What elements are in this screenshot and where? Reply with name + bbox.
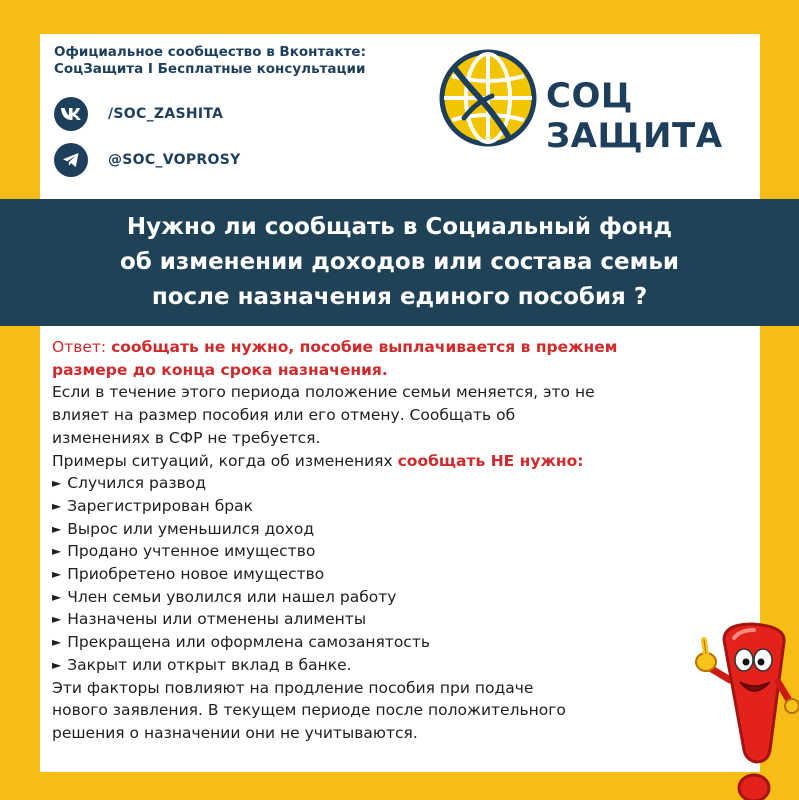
logo-line-2: ЗАЩИТА: [546, 116, 723, 156]
bullet-icon: ►: [52, 521, 62, 536]
exclamation-mascot-icon: [690, 610, 799, 800]
globe-icon: [438, 48, 538, 148]
examples-intro: [52, 450, 764, 473]
examples-emphasis: сообщать НЕ нужно:: [397, 451, 584, 470]
bullet-icon: ►: [52, 589, 62, 604]
banner-line-3: после назначения единого пособия ?: [151, 284, 648, 310]
list-item-text: Прекращена или оформлена самозанятость: [67, 633, 430, 652]
list-item: [52, 518, 764, 541]
bullet-icon: ►: [52, 567, 62, 582]
header-card: [40, 34, 760, 199]
banner-line-2: об изменении доходов или состава семьи: [119, 249, 680, 275]
logo-line-1: СОЦ: [546, 76, 633, 116]
paragraph-line-1: Если в течение этого периода положение семьи меняется, это не: [52, 383, 595, 402]
telegram-link[interactable]: [54, 142, 241, 178]
list-item-text: Вырос или уменьшился доход: [67, 519, 315, 538]
vk-icon: [54, 97, 88, 131]
answer-bold-2: размере до конца срока назначения.: [52, 360, 388, 379]
list-item: [52, 472, 764, 495]
list-item: [52, 631, 764, 654]
community-line-1: Официальное сообщество в Вконтакте:: [54, 44, 366, 60]
community-title: [54, 44, 366, 78]
question-banner: [0, 199, 799, 326]
logo: [438, 42, 738, 192]
answer-bold-1: сообщать не нужно, пособие выплачивается в прежнем: [111, 338, 618, 356]
paragraph-line-2: влияет на размер пособия или его отмену. Сообщать об: [52, 406, 516, 425]
vk-handle: /SOC_ZASHITA: [108, 106, 224, 122]
telegram-handle: @SOC_VOPROSY: [108, 152, 241, 168]
closing-line-2: нового заявления. В текущем периоде после положительного: [52, 701, 566, 720]
bullet-icon: ►: [52, 612, 62, 627]
list-item: [52, 608, 764, 631]
list-item-text: Член семьи уволился или нашел работу: [67, 587, 397, 606]
answer-label: Ответ:: [52, 338, 112, 356]
banner-line-1: Нужно ли сообщать в Социальный фонд: [126, 214, 673, 240]
bullet-icon: ►: [52, 657, 62, 672]
list-item-text: Закрыт или открыт вклад в банке.: [67, 655, 352, 674]
community-line-2: СоцЗащита I Бесплатные консультации: [54, 61, 366, 77]
logo-text: [546, 76, 723, 156]
closing-line-1: Эти факторы повлияют на продление пособия при подаче: [52, 678, 534, 697]
telegram-icon: [54, 143, 88, 177]
list-item: [52, 586, 764, 609]
list-item-text: Случился развод: [67, 474, 206, 493]
list-item-text: Приобретено новое имущество: [67, 565, 325, 584]
list-item-text: Зарегистрирован брак: [67, 496, 253, 515]
list-item-text: Продано учтенное имущество: [67, 542, 316, 561]
bullet-icon: ►: [52, 544, 62, 559]
examples-intro-text: Примеры ситуаций, когда об изменениях: [52, 451, 398, 470]
bullet-icon: ►: [52, 635, 62, 650]
bullet-icon: ►: [52, 498, 62, 513]
answer-card: [40, 326, 760, 772]
answer-line-1: [52, 336, 764, 359]
answer-content: [52, 336, 764, 745]
bullet-icon: ►: [52, 476, 62, 491]
list-item: [52, 540, 764, 563]
list-item: [52, 563, 764, 586]
list-item-text: Назначены или отменены алименты: [67, 610, 367, 629]
vk-link[interactable]: [54, 96, 223, 132]
list-item: [52, 495, 764, 518]
closing-line-3: решения о назначении они не учитываются.: [52, 723, 418, 742]
paragraph-line-3: изменениях в СФР не требуется.: [52, 428, 321, 447]
list-item: [52, 654, 764, 677]
